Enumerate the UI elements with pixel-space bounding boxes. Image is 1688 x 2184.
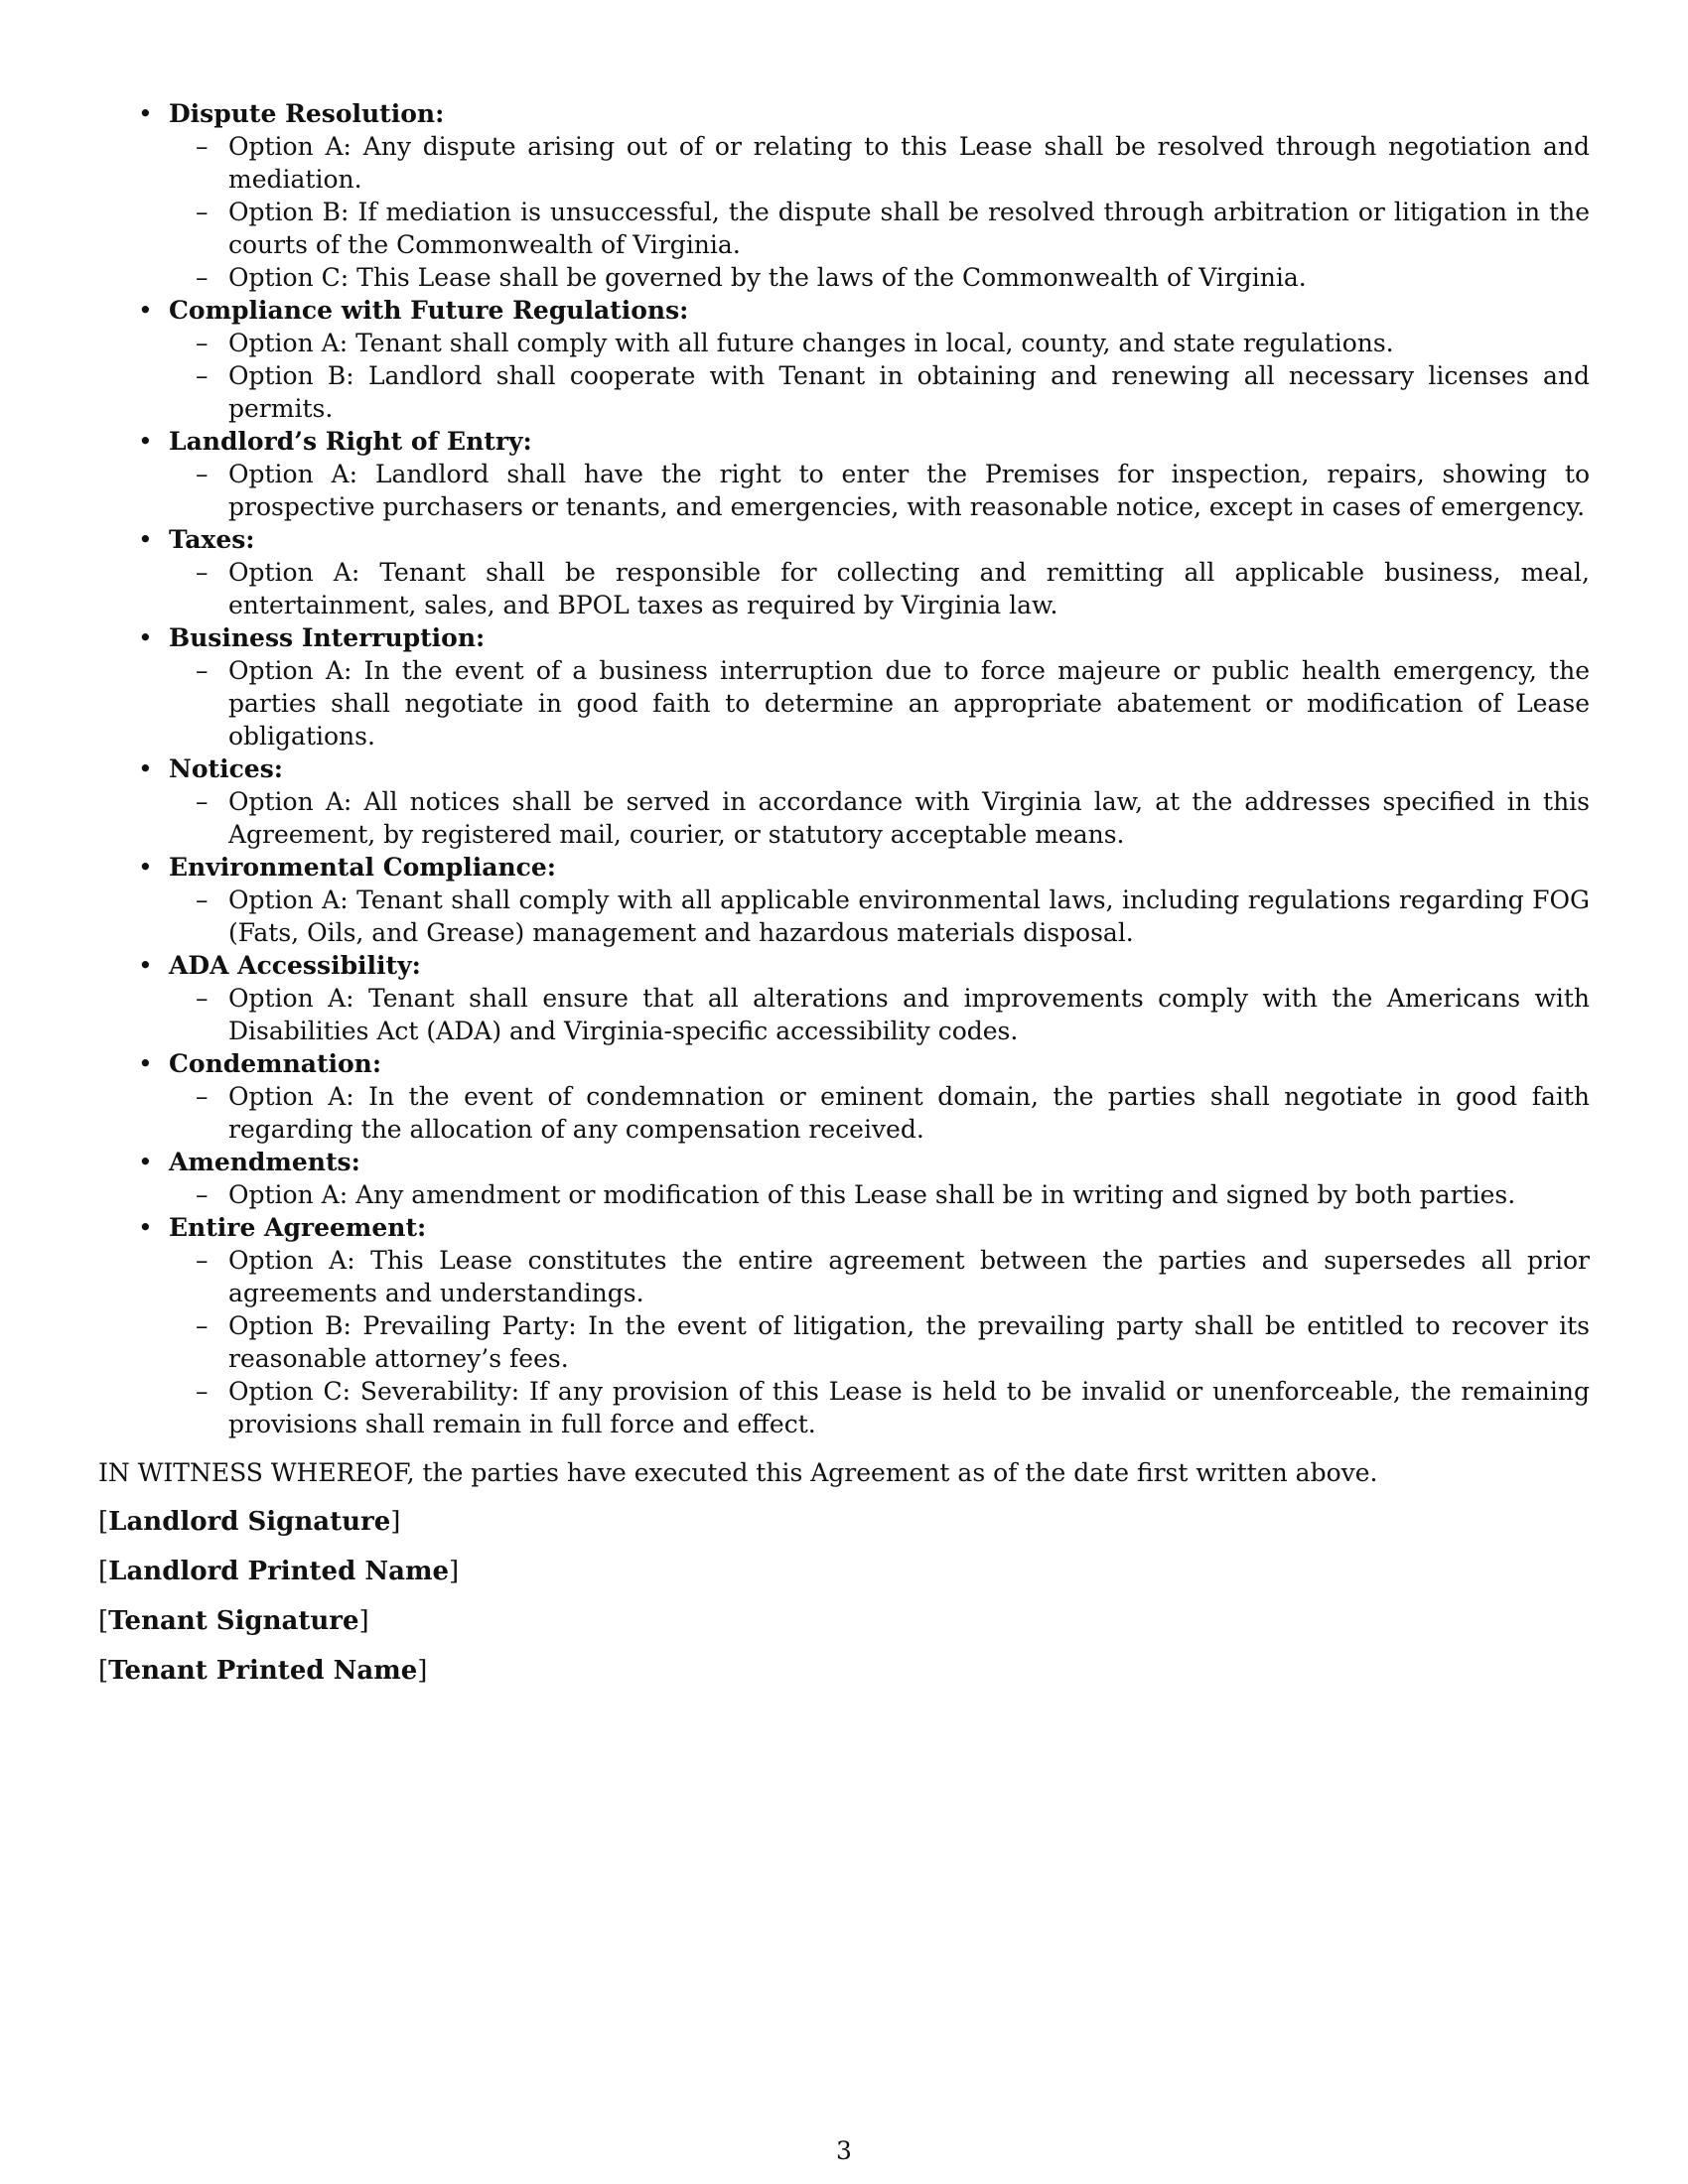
- clause-option: [169, 196, 1590, 261]
- clause-option-list: [169, 884, 1590, 949]
- clause-option-text: Option A: Tenant shall comply with all future changes in local, county, and state regulations.: [228, 329, 1394, 357]
- signature-block: [98, 1506, 1590, 1688]
- bullet-marker: •: [138, 99, 153, 128]
- clause-option: [169, 359, 1590, 425]
- clause-heading: Compliance with Future Regulations:: [169, 296, 689, 325]
- clause-heading: Business Interruption:: [169, 623, 486, 652]
- clause-heading: Environmental Compliance:: [169, 853, 556, 882]
- signature-line: [98, 1556, 1590, 1588]
- clause-option-list: [169, 1244, 1590, 1440]
- clause-option-list: [169, 654, 1590, 752]
- signature-label: Landlord Signature: [108, 1507, 391, 1537]
- dash-marker: –: [196, 656, 209, 685]
- clause-heading: Landlord’s Right of Entry:: [169, 427, 532, 456]
- signature-line: [98, 1506, 1590, 1539]
- clause-heading: Condemnation:: [169, 1049, 382, 1078]
- clause-option-text: Option B: Prevailing Party: In the event of litigation, the prevailing party shall be entitled to recover its reasonable attorney’s fees.: [228, 1311, 1590, 1373]
- dash-marker: –: [196, 984, 209, 1013]
- dash-marker: –: [196, 886, 209, 914]
- bullet-marker: •: [138, 853, 153, 882]
- signature-line: [98, 1655, 1590, 1688]
- clause-option: [169, 1244, 1590, 1309]
- clause-option: [169, 1178, 1590, 1211]
- clause-option-text: Option A: All notices shall be served in accordance with Virginia law, at the addresses specified in this Agreement, by registered mail, courier, or statutory acceptable means.: [228, 787, 1590, 849]
- lease-clause: [98, 949, 1590, 1047]
- clause-option-text: Option C: Severability: If any provision of this Lease is held to be invalid or unenforceable, the remaining provisions shall remain in full force and effect.: [228, 1377, 1590, 1438]
- document-page: [98, 97, 1590, 1688]
- clause-heading: Notices:: [169, 754, 284, 783]
- clause-heading: Amendments:: [169, 1148, 360, 1176]
- lease-clause: [98, 294, 1590, 425]
- clause-option-list: [169, 327, 1590, 425]
- dash-marker: –: [196, 263, 209, 292]
- lease-clause: [98, 97, 1590, 294]
- bullet-marker: •: [138, 1148, 153, 1176]
- clause-option-text: Option A: Tenant shall ensure that all alterations and improvements comply with the Americans with Disabilities Act (ADA) and Virginia-specific accessibility codes.: [228, 984, 1590, 1045]
- clause-option: [169, 130, 1590, 196]
- close-bracket: ]: [449, 1557, 460, 1586]
- lease-clause: [98, 752, 1590, 851]
- signature-line: [98, 1605, 1590, 1638]
- clause-heading: ADA Accessibility:: [169, 951, 421, 980]
- clause-option: [169, 1375, 1590, 1440]
- bullet-marker: •: [138, 754, 153, 783]
- clause-option: [169, 654, 1590, 752]
- clause-option-list: [169, 982, 1590, 1047]
- lease-clause: [98, 1047, 1590, 1146]
- dash-marker: –: [196, 460, 209, 488]
- clause-option-text: Option A: This Lease constitutes the entire agreement between the parties and supersedes all prior agreements and understandings.: [228, 1246, 1590, 1307]
- lease-clause: [98, 425, 1590, 523]
- clause-option-text: Option A: In the event of condemnation or eminent domain, the parties shall negotiate in good faith regarding the allocation of any compensation received.: [228, 1082, 1590, 1144]
- signature-label: Tenant Signature: [108, 1606, 359, 1636]
- dash-marker: –: [196, 1180, 209, 1209]
- clause-option-text: Option A: Tenant shall be responsible for collecting and remitting all applicable business, meal, entertainment, sales, and BPOL taxes as required by Virginia law.: [228, 558, 1590, 619]
- lease-clause-list: [98, 97, 1590, 1440]
- dash-marker: –: [196, 329, 209, 357]
- clause-option: [169, 1080, 1590, 1146]
- lease-clause: [98, 621, 1590, 752]
- lease-clause: [98, 851, 1590, 949]
- clause-option-list: [169, 556, 1590, 621]
- bullet-marker: •: [138, 525, 153, 554]
- clause-heading: Dispute Resolution:: [169, 99, 445, 128]
- clause-option: [169, 261, 1590, 294]
- clause-option: [169, 556, 1590, 621]
- clause-option: [169, 1309, 1590, 1375]
- open-bracket: [: [98, 1656, 109, 1686]
- clause-option-list: [169, 1178, 1590, 1211]
- clause-heading: Taxes:: [169, 525, 255, 554]
- clause-option-text: Option B: If mediation is unsuccessful, the dispute shall be resolved through arbitration or litigation in the courts of the Commonwealth of Virginia.: [228, 198, 1590, 259]
- clause-option-text: Option A: In the event of a business interruption due to force majeure or public health emergency, the parties shall negotiate in good faith to determine an appropriate abatement or modification of Lease obligations.: [228, 656, 1590, 751]
- close-bracket: ]: [417, 1656, 428, 1686]
- dash-marker: –: [196, 1082, 209, 1111]
- clause-option: [169, 327, 1590, 359]
- clause-option-text: Option B: Landlord shall cooperate with Tenant in obtaining and renewing all necessary licenses and permits.: [228, 361, 1590, 423]
- dash-marker: –: [196, 198, 209, 226]
- clause-option-text: Option A: Landlord shall have the right to enter the Premises for inspection, repairs, showing to prospective purchasers or tenants, and emergencies, with reasonable notice, except in cases of emergency.: [228, 460, 1590, 521]
- dash-marker: –: [196, 558, 209, 587]
- bullet-marker: •: [138, 296, 153, 325]
- clause-option-text: Option A: Any dispute arising out of or relating to this Lease shall be resolved through negotiation and mediation.: [228, 132, 1590, 194]
- close-bracket: ]: [390, 1507, 401, 1537]
- page-number: 3: [836, 2136, 852, 2165]
- clause-option-text: Option C: This Lease shall be governed by the laws of the Commonwealth of Virginia.: [228, 263, 1307, 292]
- clause-option: [169, 785, 1590, 851]
- clause-option: [169, 884, 1590, 949]
- clause-option-text: Option A: Any amendment or modification of this Lease shall be in writing and signed by both parties.: [228, 1180, 1516, 1209]
- open-bracket: [: [98, 1606, 109, 1636]
- lease-clause: [98, 1146, 1590, 1211]
- clause-option-list: [169, 1080, 1590, 1146]
- dash-marker: –: [196, 1246, 209, 1275]
- close-bracket: ]: [358, 1606, 369, 1636]
- dash-marker: –: [196, 361, 209, 390]
- lease-clause: [98, 1211, 1590, 1440]
- clause-heading: Entire Agreement:: [169, 1213, 427, 1242]
- clause-option: [169, 458, 1590, 523]
- dash-marker: –: [196, 132, 209, 161]
- witness-statement: IN WITNESS WHEREOF, the parties have executed this Agreement as of the date first written above.: [98, 1458, 1378, 1487]
- bullet-marker: •: [138, 1049, 153, 1078]
- signature-label: Tenant Printed Name: [108, 1656, 418, 1686]
- clause-option: [169, 982, 1590, 1047]
- clause-option-list: [169, 458, 1590, 523]
- open-bracket: [: [98, 1507, 109, 1537]
- bullet-marker: •: [138, 623, 153, 652]
- dash-marker: –: [196, 1377, 209, 1406]
- bullet-marker: •: [138, 1213, 153, 1242]
- signature-label: Landlord Printed Name: [108, 1557, 449, 1586]
- bullet-marker: •: [138, 427, 153, 456]
- lease-clause: [98, 523, 1590, 621]
- bullet-marker: •: [138, 951, 153, 980]
- dash-marker: –: [196, 787, 209, 816]
- clause-option-list: [169, 785, 1590, 851]
- clause-option-list: [169, 130, 1590, 294]
- clause-option-text: Option A: Tenant shall comply with all applicable environmental laws, including regulations regarding FOG (Fats, Oils, and Grease) management and hazardous materials disposal.: [228, 886, 1590, 947]
- open-bracket: [: [98, 1557, 109, 1586]
- dash-marker: –: [196, 1311, 209, 1340]
